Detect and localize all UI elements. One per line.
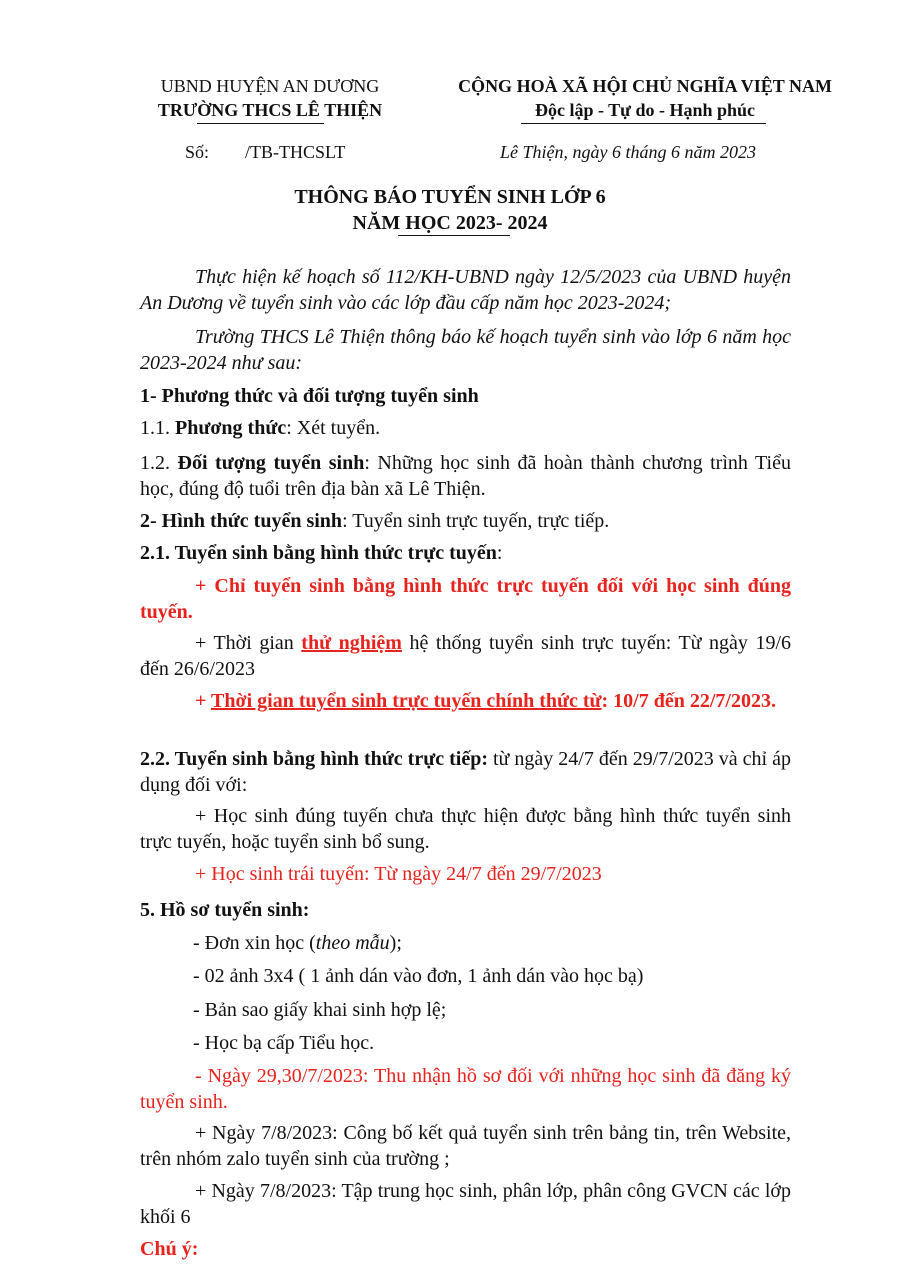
school-line: TRƯỜNG THCS LÊ THIỆN bbox=[157, 100, 383, 120]
section-5-heading: 5. Hồ sơ tuyển sinh: bbox=[140, 899, 310, 921]
intro-paragraph-2: Trường THCS Lê Thiện thông báo kế hoạch tuyển sinh vào lớp 6 năm học 2023-2024 như sau: bbox=[140, 326, 791, 374]
org-line: UBND HUYỆN AN DƯƠNG bbox=[160, 76, 380, 96]
trial-period-line bbox=[140, 630, 791, 682]
method-value: : Xét tuyển. bbox=[286, 417, 381, 439]
method-label: Phương thức bbox=[175, 417, 287, 439]
so-label: Số: bbox=[185, 142, 210, 162]
note-label: Chú ý: bbox=[140, 1238, 199, 1260]
document-number bbox=[185, 142, 345, 163]
gather-students-line: + Ngày 7/8/2023: Tập trung học sinh, phân lớp, phân công GVCN các lớp khối 6 bbox=[140, 1180, 791, 1228]
title-line-2: NĂM HỌC 2023- 2024 bbox=[352, 212, 548, 234]
motto-line: Độc lập - Tự do - Hạnh phúc bbox=[534, 100, 756, 120]
section-2-1-title: 2.1. Tuyển sinh bằng hình thức trực tuyến bbox=[140, 542, 497, 564]
section-2-label: 2- Hình thức tuyển sinh bbox=[140, 510, 343, 532]
announce-result-line: + Ngày 7/8/2023: Công bố kết quả tuyển sinh trên bảng tin, trên Website, trên nhóm zalo tuyển sinh của trường ; bbox=[140, 1122, 791, 1170]
dossier-item-4: - Học bạ cấp Tiểu học. bbox=[193, 1032, 375, 1054]
method-line bbox=[140, 415, 791, 441]
section-1-heading: 1- Phương thức và đối tượng tuyển sinh bbox=[140, 385, 479, 407]
nation-line: CỘNG HOÀ XÃ HỘI CHỦ NGHĨA VIỆT NAM bbox=[458, 76, 832, 96]
target-value: : Những học sinh đã hoàn thành chương trình Tiểu học, đúng độ tuổi trên địa bàn xã Lê Thiện. bbox=[140, 452, 791, 500]
trial-highlight: thử nghiệm bbox=[301, 632, 402, 654]
intro-paragraph-1: Thực hiện kế hoạch số 112/KH-UBND ngày 12/5/2023 của UBND huyện An Dương về tuyển sinh vào các lớp đầu cấp năm học 2023-2024; bbox=[140, 266, 791, 314]
issuer-underline bbox=[197, 123, 324, 124]
date-line: Lê Thiện, ngày 6 tháng 6 năm 2023 bbox=[500, 142, 756, 162]
dossier-item-1 bbox=[193, 930, 402, 956]
official-period-line bbox=[140, 688, 791, 714]
trial-prefix: + Thời gian bbox=[195, 632, 302, 654]
motto-underline bbox=[521, 123, 766, 124]
section-2-2-line bbox=[140, 746, 791, 798]
direct-item-2: + Học sinh trái tuyến: Từ ngày 24/7 đến 29/7/2023 bbox=[195, 863, 602, 885]
title-line-1: THÔNG BÁO TUYỂN SINH LỚP 6 bbox=[294, 186, 606, 208]
section-2-2-value: từ ngày 24/7 đến 29/7/2023 và chỉ áp dụng đối với: bbox=[140, 748, 791, 796]
target-number: 1.2. bbox=[140, 452, 178, 474]
target-line bbox=[140, 450, 791, 502]
dossier-item-1-b: theo mẫu bbox=[315, 932, 390, 954]
so-number: /TB-THCSLT bbox=[245, 142, 346, 162]
title-underline bbox=[398, 235, 510, 236]
official-dates: : 10/7 đến 22/7/2023. bbox=[601, 690, 776, 712]
nation-block bbox=[430, 74, 860, 122]
section-2-value: : Tuyển sinh trực tuyến, trực tiếp. bbox=[342, 510, 610, 532]
dossier-item-1-c: ); bbox=[389, 932, 402, 954]
section-2-2-title: 2.2. Tuyển sinh bằng hình thức trực tiếp: bbox=[140, 748, 488, 770]
issuer-block bbox=[130, 74, 410, 122]
target-label: Đối tượng tuyển sinh bbox=[177, 452, 365, 474]
dossier-receive-line: - Ngày 29,30/7/2023: Thu nhận hồ sơ đối với những học sinh đã đăng ký tuyển sinh. bbox=[140, 1065, 791, 1113]
dossier-item-1-a: - Đơn xin học ( bbox=[193, 932, 316, 954]
direct-item-1: + Học sinh đúng tuyến chưa thực hiện được bằng hình thức tuyển sinh trực tuyến, hoặc tuyển sinh bổ sung. bbox=[140, 805, 791, 853]
dossier-item-2: - 02 ảnh 3x4 ( 1 ảnh dán vào đơn, 1 ảnh dán vào học bạ) bbox=[193, 965, 644, 987]
dossier-item-3: - Bản sao giấy khai sinh hợp lệ; bbox=[193, 999, 447, 1021]
method-number: 1.1. bbox=[140, 417, 175, 439]
official-prefix: + bbox=[195, 690, 212, 712]
section-2-line bbox=[140, 508, 791, 534]
section-2-1-colon: : bbox=[496, 542, 503, 564]
section-2-1-heading bbox=[140, 540, 791, 566]
official-highlight: Thời gian tuyển sinh trực tuyến chính thức từ bbox=[211, 690, 602, 712]
online-only-notice: + Chỉ tuyển sinh bằng hình thức trực tuyến đối với học sinh đúng tuyến. bbox=[140, 575, 791, 623]
trial-rest: hệ thống tuyển sinh trực tuyến: Từ ngày 19/6 đến 26/6/2023 bbox=[140, 632, 791, 680]
